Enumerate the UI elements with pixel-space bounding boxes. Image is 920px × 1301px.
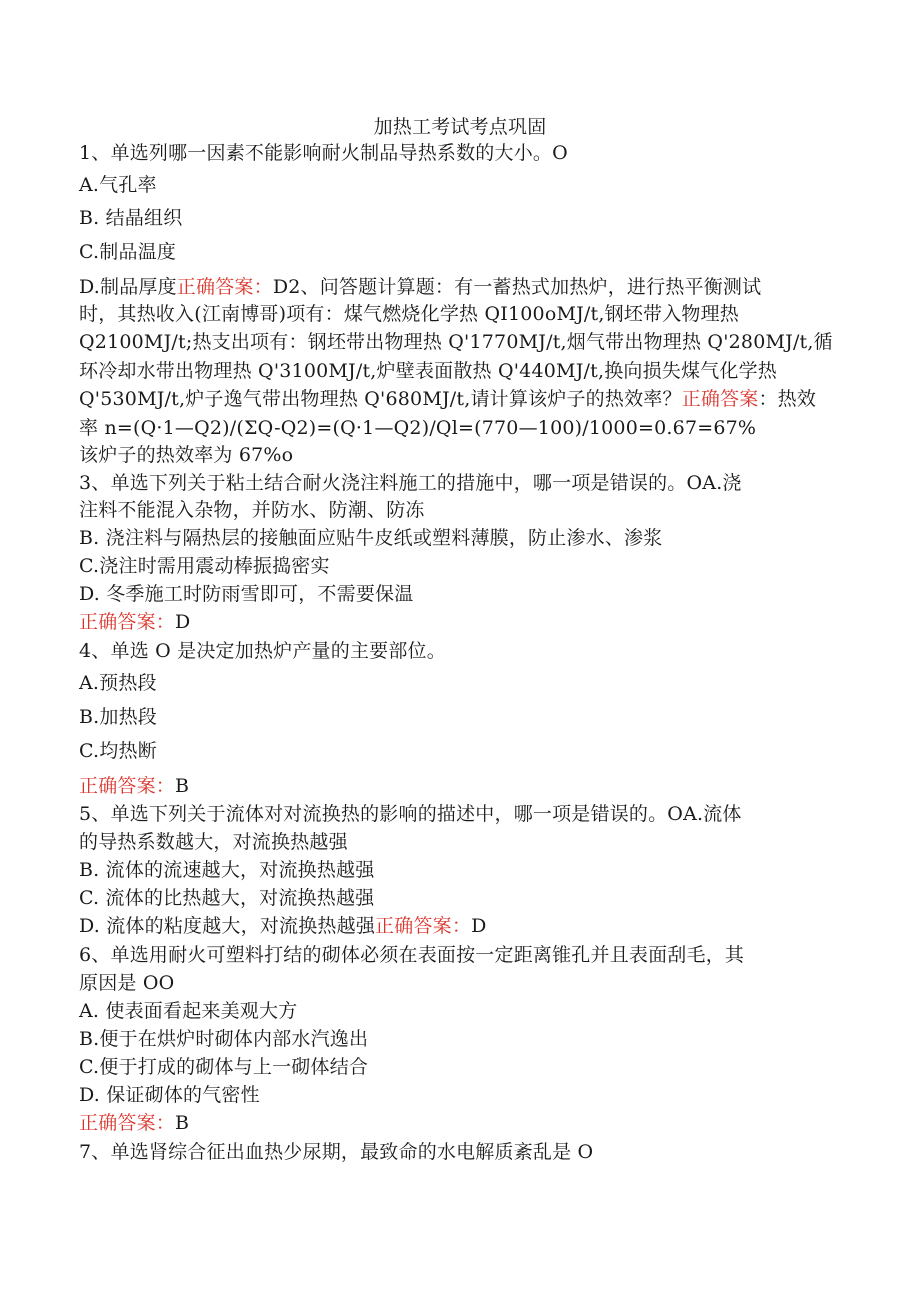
q5-option-a: 的导热系数越大，对流换热越强 bbox=[79, 831, 348, 853]
answer-value: D bbox=[471, 915, 487, 937]
q3-stem: 3、单选下列关于粘土结合耐火浇注料施工的措施中，哪一项是错误的。OA.浇 bbox=[79, 472, 742, 494]
q6-option-d: D. 保证砌体的气密性 bbox=[79, 1084, 260, 1106]
page-title: 加热工考试考点巩固 bbox=[373, 116, 547, 138]
answer-label: 正确答案： bbox=[79, 1112, 176, 1134]
q2-stem-line bbox=[79, 386, 816, 412]
q1-option-c: C.制品温度 bbox=[79, 241, 177, 263]
q5-option-c: C. 流体的比热越大，对流换热越强 bbox=[79, 887, 375, 909]
answer-label: 正确答案 bbox=[681, 388, 759, 410]
answer-value: D bbox=[175, 611, 191, 633]
q2-answer-start: ：热效 bbox=[758, 388, 817, 410]
q6-stem: 原因是 OO bbox=[79, 972, 175, 994]
answer-value: B bbox=[175, 1112, 190, 1134]
q5-option-d-line bbox=[79, 913, 487, 939]
q2-stem: 环冷却水带出物理热 Q'3100MJ/t,炉壁表面散热 Q'440MJ/t,换向损失煤气化学热 bbox=[79, 360, 777, 382]
answer-label: 正确答案： bbox=[176, 276, 273, 298]
answer-value: B bbox=[175, 775, 190, 797]
q3-option-c: C.浇注时需用震动棒振捣密实 bbox=[79, 555, 330, 577]
q2-stem: 时，其热收入(江南博哥)项有：煤气燃烧化学热 QI100oMJ/t,钢坯带入物理热 bbox=[79, 303, 739, 325]
q1-option-a: A.气孔率 bbox=[79, 174, 157, 196]
q3-answer-line bbox=[79, 609, 190, 635]
q2-stem-end: Q'530MJ/t,炉子逸气带出物理热 Q'680MJ/t,请计算该炉子的热效率？ bbox=[79, 388, 682, 410]
q6-option-a: A. 使表面看起来美观大方 bbox=[79, 1000, 298, 1022]
q4-option-b: B.加热段 bbox=[79, 706, 158, 728]
q1-stem: 1、单选列哪一因素不能影响耐火制品导热系数的大小。O bbox=[79, 142, 568, 164]
answer-label: 正确答案： bbox=[79, 611, 176, 633]
q4-answer-line bbox=[79, 773, 189, 799]
q7-stem: 7、单选肾综合征出血热少尿期，最致命的水电解质紊乱是 O bbox=[79, 1141, 594, 1163]
q5-option-b: B. 流体的流速越大，对流换热越强 bbox=[79, 859, 375, 881]
answer-label: 正确答案： bbox=[79, 775, 176, 797]
q3-option-b: B. 浇注料与隔热层的接触面应贴牛皮纸或塑料薄膜，防止渗水、渗浆 bbox=[79, 527, 663, 549]
q2-answer: 率 n=(Q·1—Q2)/(ΣQ-Q2)=(Q·1—Q2)/Ql=(770—100)/1000=0.67=67% bbox=[79, 417, 757, 439]
q1-option-b: B. 结晶组织 bbox=[79, 207, 183, 229]
q4-option-a: A.预热段 bbox=[79, 672, 157, 694]
q6-option-b: B.便于在烘炉时砌体内部水汽逸出 bbox=[79, 1028, 369, 1050]
q2-stem: Q2100MJ/t;热支出项有：钢坯带出物理热 Q'1770MJ/t,烟气带出物理热 Q'280MJ/t,循 bbox=[79, 331, 833, 353]
answer-label: 正确答案： bbox=[375, 915, 472, 937]
q2-stem-start: D2、问答题计算题：有一蓄热式加热炉，进行热平衡测试 bbox=[272, 276, 762, 298]
q2-answer: 该炉子的热效率为 67%o bbox=[79, 444, 294, 466]
q3-option-a: 注料不能混入杂物，并防水、防潮、防冻 bbox=[79, 499, 425, 521]
q1-option-d-line bbox=[79, 274, 761, 300]
q4-stem: 4、单选 O 是决定加热炉产量的主要部位。 bbox=[79, 640, 446, 662]
q5-stem: 5、单选下列关于流体对对流换热的影响的描述中，哪一项是错误的。OA.流体 bbox=[79, 803, 742, 825]
q3-option-d: D. 冬季施工时防雨雪即可，不需要保温 bbox=[79, 583, 414, 605]
q6-option-c: C.便于打成的砌体与上一砌体结合 bbox=[79, 1056, 369, 1078]
q4-option-c: C.均热断 bbox=[79, 740, 157, 762]
q6-answer-line bbox=[79, 1110, 189, 1136]
q5-option-d: D. 流体的粘度越大，对流换热越强 bbox=[79, 915, 376, 937]
q6-stem: 6、单选用耐火可塑料打结的砌体必须在表面按一定距离锥孔并且表面刮毛，其 bbox=[79, 944, 745, 966]
q1-option-d: D.制品厚度 bbox=[79, 276, 177, 298]
